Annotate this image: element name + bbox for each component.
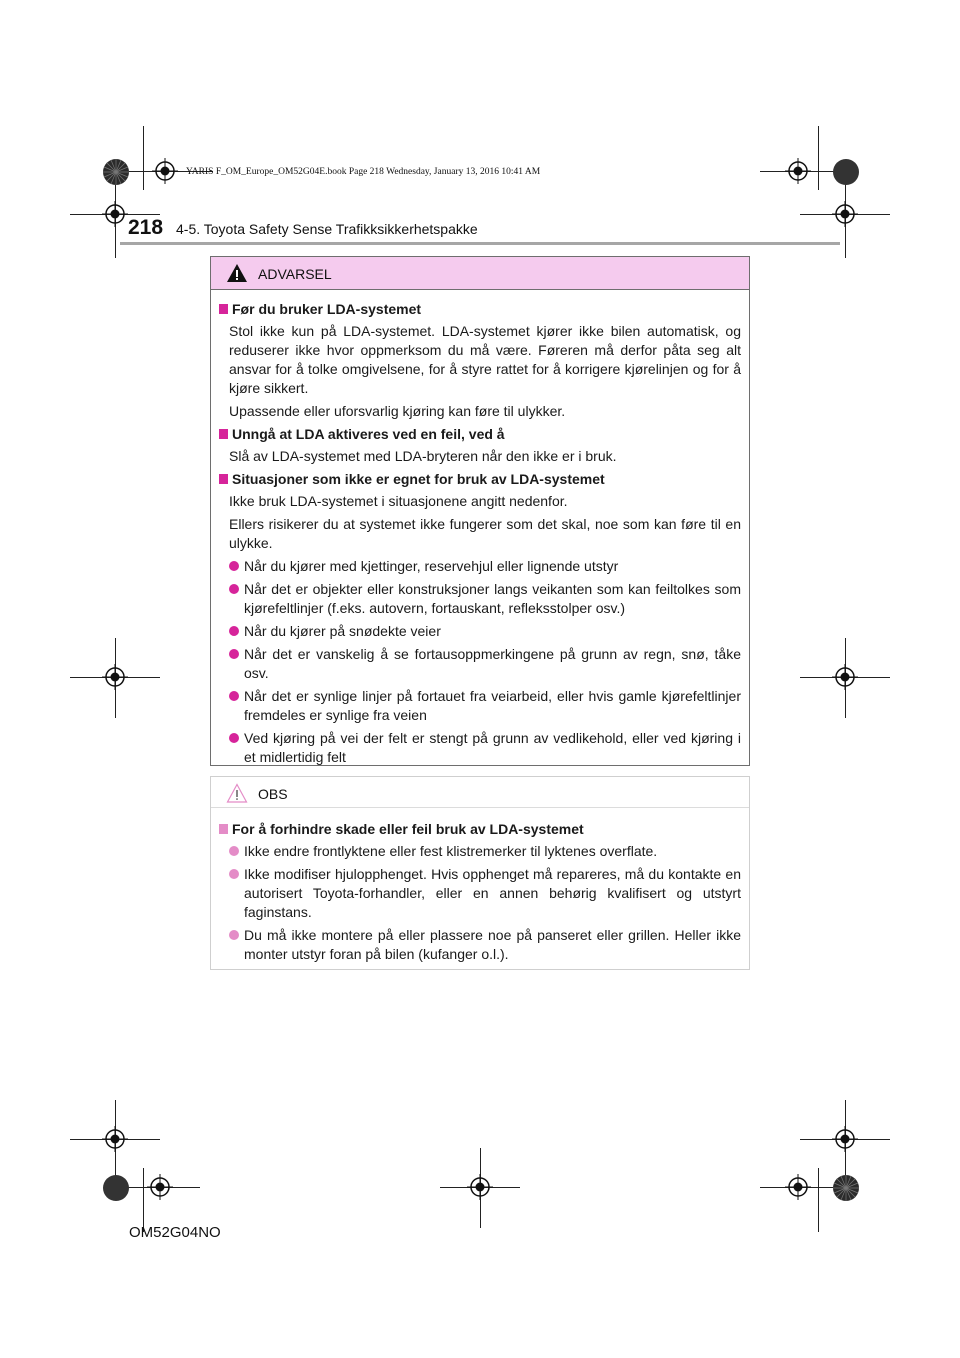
page-number: 218 [128,216,164,239]
starburst-mark-icon [102,158,130,186]
square-bullet-icon [219,429,228,439]
starburst-mark-icon [102,1174,130,1202]
paragraph: Ikke bruk LDA-systemet i situasjonene angitt nedenfor. [229,493,568,509]
registration-mark-icon [832,1126,858,1152]
paragraph: Stol ikke kun på LDA-systemet. LDA-systemet kjører ikke bilen automatisk, og reduserer ikke hvor oppmerksom du må være. Føreren må derfor påta seg alt ansvar for å tolke omgivelsene, for å styre rattet for å korrigere kjørelinjen og for å kjøre sikkert. [229,323,741,396]
section-heading: Situasjoner som ikke er egnet for bruk av LDA-systemet [219,470,741,489]
registration-mark-icon [832,664,858,690]
bullet-dot-icon [229,561,239,571]
header-rule [120,242,840,245]
list-item: Når det er objekter eller konstruksjoner langs veikanten som kan feiltolkes som kjørefeltlinjer (f.eks. autovern, fortauskant, refleksstolper osv.) [219,580,741,618]
starburst-mark-icon [832,1174,860,1202]
square-bullet-icon [219,304,228,314]
warning-label: ADVARSEL [258,266,332,282]
registration-mark-icon [102,1126,128,1152]
list-item: Ikke endre frontlyktene eller fest klistremerker til lyktenes overflate. [219,842,741,861]
registration-mark-icon [152,158,178,184]
warning-header [211,257,749,290]
warning-box [210,256,750,766]
notice-content [219,820,741,967]
registration-mark-icon [102,664,128,690]
section-title: 4-5. Toyota Safety Sense Trafikksikkerhetspakke [176,221,478,237]
bullet-dot-icon [229,691,239,701]
square-bullet-icon [219,824,228,834]
bullet-dot-icon [229,869,239,879]
list-item: Ikke modifiser hjulopphenget. Hvis opphenget må repareres, må du kontakte en autorisert Toyota-forhandler, eller en annen behørig kvalifisert og utstyrt faginstans. [219,865,741,922]
print-info-line: YARIS F_OM_Europe_OM52G04E.book Page 218 Wednesday, January 13, 2016 10:41 AM [186,167,541,177]
registration-mark-icon [785,158,811,184]
paragraph: Upassende eller uforsvarlig kjøring kan føre til ulykker. [229,403,566,419]
bullet-dot-icon [229,846,239,856]
section-heading: Før du bruker LDA-systemet [219,300,741,319]
bullet-dot-icon [229,930,239,940]
document-code: OM52G04NO [129,1224,221,1241]
registration-mark-icon [785,1174,811,1200]
square-bullet-icon [219,474,228,484]
registration-mark-icon [102,201,128,227]
bullet-dot-icon [229,584,239,594]
section-heading: For å forhindre skade eller feil bruk av LDA-systemet [219,820,741,839]
list-item: Når du kjører med kjettinger, reservehjul eller lignende utstyr [219,557,741,576]
registration-mark-icon [147,1174,173,1200]
bullet-dot-icon [229,733,239,743]
notice-box [210,776,750,970]
list-item: Når det er synlige linjer på fortauet fra veiarbeid, eller hvis gamle kjørefeltlinjer fremdeles er synlige fra veien [219,687,741,725]
notice-header [211,777,749,808]
starburst-mark-icon [832,158,860,186]
warning-content [219,300,741,770]
warning-triangle-icon [226,263,248,283]
list-item: Ved kjøring på vei der felt er stengt på grunn av vedlikehold, eller ved kjøring i et midlertidig felt [219,729,741,767]
caution-triangle-icon [226,783,248,803]
notice-label: OBS [258,786,288,802]
list-item: Når det er vanskelig å se fortausoppmerkingene på grunn av regn, snø, tåke osv. [219,645,741,683]
registration-mark-icon [467,1174,493,1200]
list-item: Når du kjører på snødekte veier [219,622,741,641]
bullet-dot-icon [229,626,239,636]
paragraph: Ellers risikerer du at systemet ikke fungerer som det skal, noe som kan føre til en ulykke. [229,516,741,551]
registration-mark-icon [832,201,858,227]
list-item: Du må ikke montere på eller plassere noe på panseret eller grillen. Heller ikke monter utstyr foran på bilen (kufanger o.l.). [219,926,741,964]
bullet-dot-icon [229,649,239,659]
section-heading: Unngå at LDA aktiveres ved en feil, ved å [219,425,741,444]
paragraph: Slå av LDA-systemet med LDA-bryteren når den ikke er i bruk. [229,448,617,464]
